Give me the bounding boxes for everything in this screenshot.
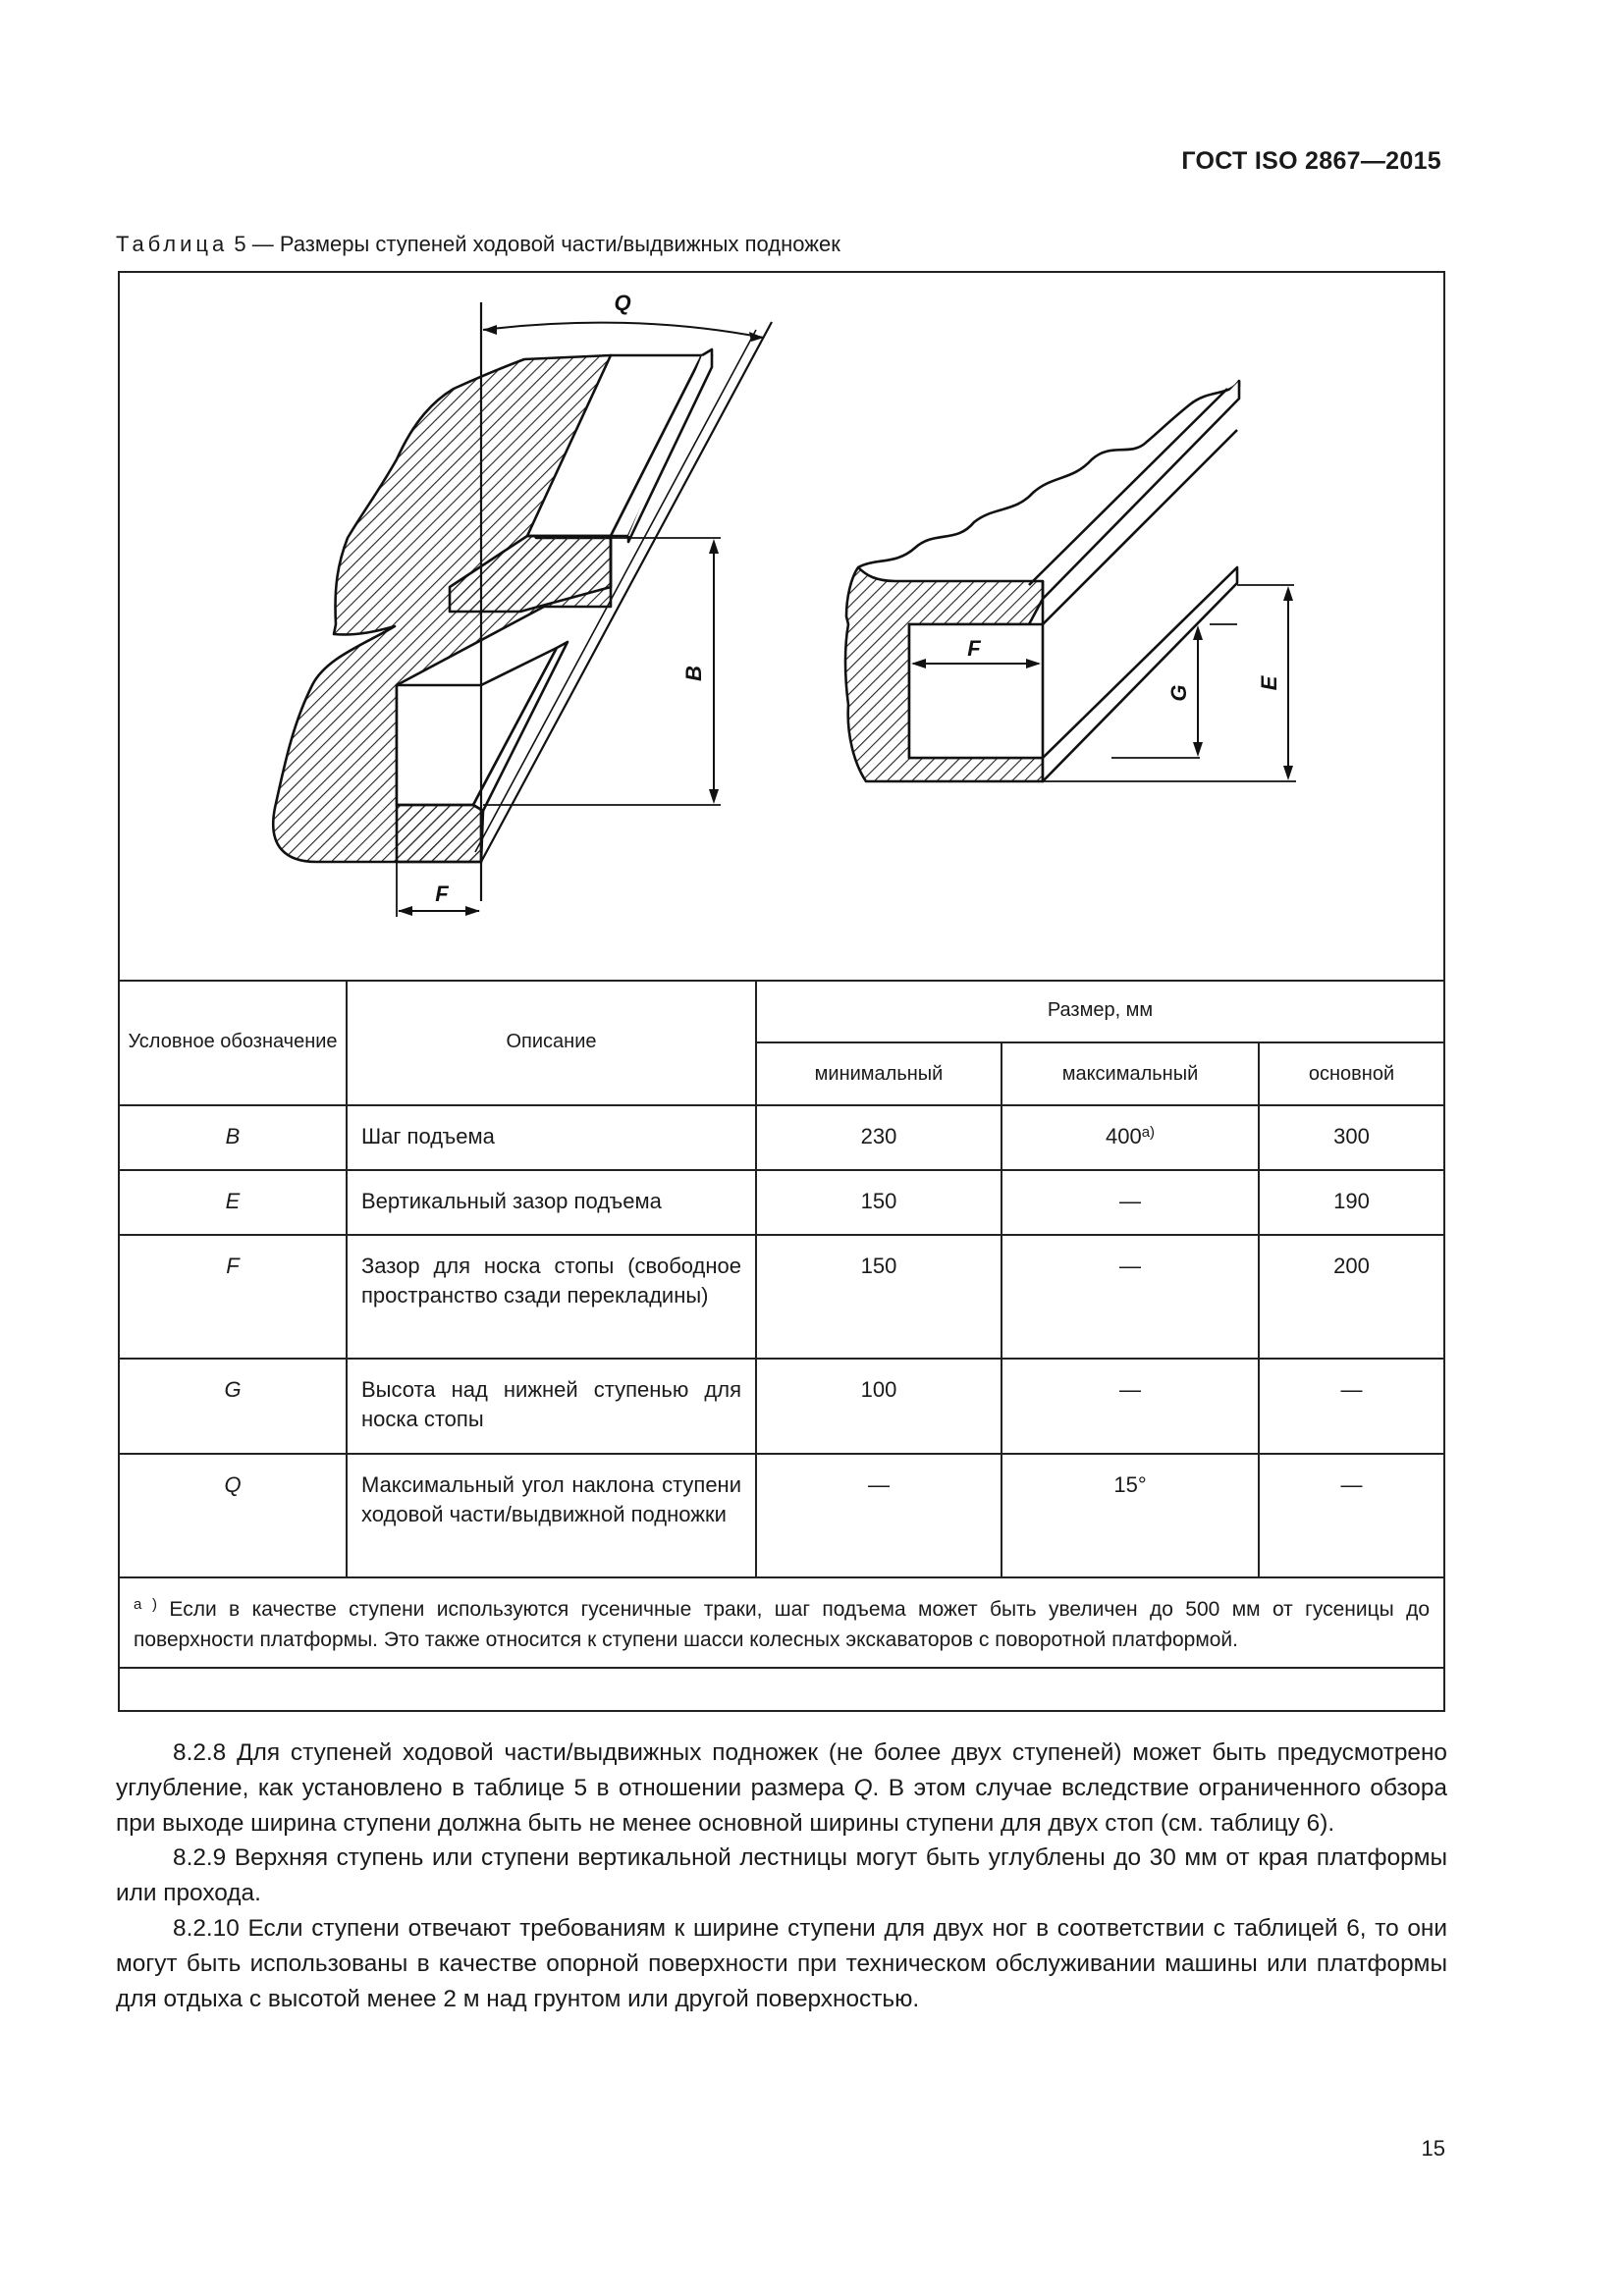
header-size-group: Размер, мм [756,980,1443,1042]
row-symbol: F [120,1235,347,1359]
row-max: 15° [1001,1454,1259,1577]
paragraph-8-2-9: 8.2.9 Верхняя ступень или ступени вертикальной лестницы могут быть углублены до 30 мм от края платформы или прохода. [116,1844,1447,1907]
paragraph-8-2-10: 8.2.10 Если ступени отвечают требованиям к ширине ступени для двух ног в соответствии с таблицей 6, то они могут быть использованы в качестве опорной поверхности при техническом обслуживании машины или платформы для отдыха с высотой менее 2 м над грунтом или другой поверхностью. [116,1914,1447,2012]
lower-step-band [397,805,483,862]
row-max: — [1001,1359,1259,1454]
left-step-drawing [273,302,772,917]
upper-step-plate [1043,381,1239,599]
symbol-q: Q [853,1774,873,1801]
step-dimensions-table [120,980,1443,1669]
row-min: 150 [756,1235,1001,1359]
row-symbol: Q [120,1454,347,1577]
document-code: ГОСТ ISO 2867—2015 [1181,147,1441,175]
row-description: Зазор для носка стопы (свободное пространство сзади перекладины) [347,1235,756,1359]
label-f-right: F [967,636,981,661]
row-min: 230 [756,1105,1001,1170]
table-caption-number: 5 [234,232,246,256]
table-caption [116,232,840,257]
row-max: — [1001,1170,1259,1235]
table-footnote [120,1577,1443,1668]
header-nominal: основной [1259,1042,1443,1105]
header-symbol: Условное обозначение [120,980,347,1105]
header-max: максимальный [1001,1042,1259,1105]
row-nominal: 300 [1259,1105,1443,1170]
row-max: — [1001,1235,1259,1359]
table-row [120,1235,1443,1359]
row-nominal: 200 [1259,1235,1443,1359]
q-angle-arc [483,323,764,338]
label-b: B [681,666,706,681]
header-description: Описание [347,980,756,1105]
table-row [120,1170,1443,1235]
row-description: Максимальный угол наклона ступени ходовой части/выдвижной подножки [347,1454,756,1577]
page-number: 15 [1421,2136,1445,2161]
row-min: 150 [756,1170,1001,1235]
footnote-text: Если в качестве ступени используются гусеничные траки, шаг подъема может быть увеличен до 500 мм от гусеницы до поверхности платформы. Это также относится к ступени шасси колесных экскаваторов с поворотной платформой. [134,1598,1431,1651]
paragraph-8-2-8: 8.2.8 Для ступеней ходовой части/выдвижных подножек (не более двух ступеней) может быть предусмотрено углубление, как установлено в таблице 5 в отношении размера Q. В этом случае вследствие ограниченного обзора при выходе ширина ступени должна быть не менее основной ширины ступени для двух стоп (см. таблицу 6). [116,1739,1447,1837]
table-footnote-row [120,1577,1443,1668]
row-symbol: G [120,1359,347,1454]
label-q: Q [614,291,631,315]
step-diagram [120,273,1445,982]
row-min: — [756,1454,1001,1577]
row-symbol: E [120,1170,347,1235]
row-symbol: B [120,1105,347,1170]
row-min: 100 [756,1359,1001,1454]
footnote-marker: a) [1141,1124,1156,1141]
row-nominal: — [1259,1359,1443,1454]
table-caption-title: — Размеры ступеней ходовой части/выдвижных подножек [251,232,840,256]
row-nominal: — [1259,1454,1443,1577]
row-max: 400$^{a)}$ [1001,1105,1259,1170]
table-frame [118,271,1445,1712]
table-row [120,1105,1443,1170]
label-f-left: F [435,881,449,906]
footnote-label: a ) [134,1596,158,1613]
label-e: E [1257,675,1281,691]
header-min: минимальный [756,1042,1001,1105]
label-g: G [1166,684,1191,702]
right-step-drawing [845,381,1296,781]
row-description: Высота над нижней ступенью для носка стопы [347,1359,756,1454]
body-text [116,1735,1447,2016]
step-dimensions-figure [120,273,1443,982]
upper-panel-rough-edge [858,381,1239,567]
row-description: Шаг подъема [347,1105,756,1170]
table-row [120,1359,1443,1454]
row-nominal: 190 [1259,1170,1443,1235]
table-caption-label: Таблица [116,232,229,256]
row-description: Вертикальный зазор подъема [347,1170,756,1235]
table-row [120,1454,1443,1577]
